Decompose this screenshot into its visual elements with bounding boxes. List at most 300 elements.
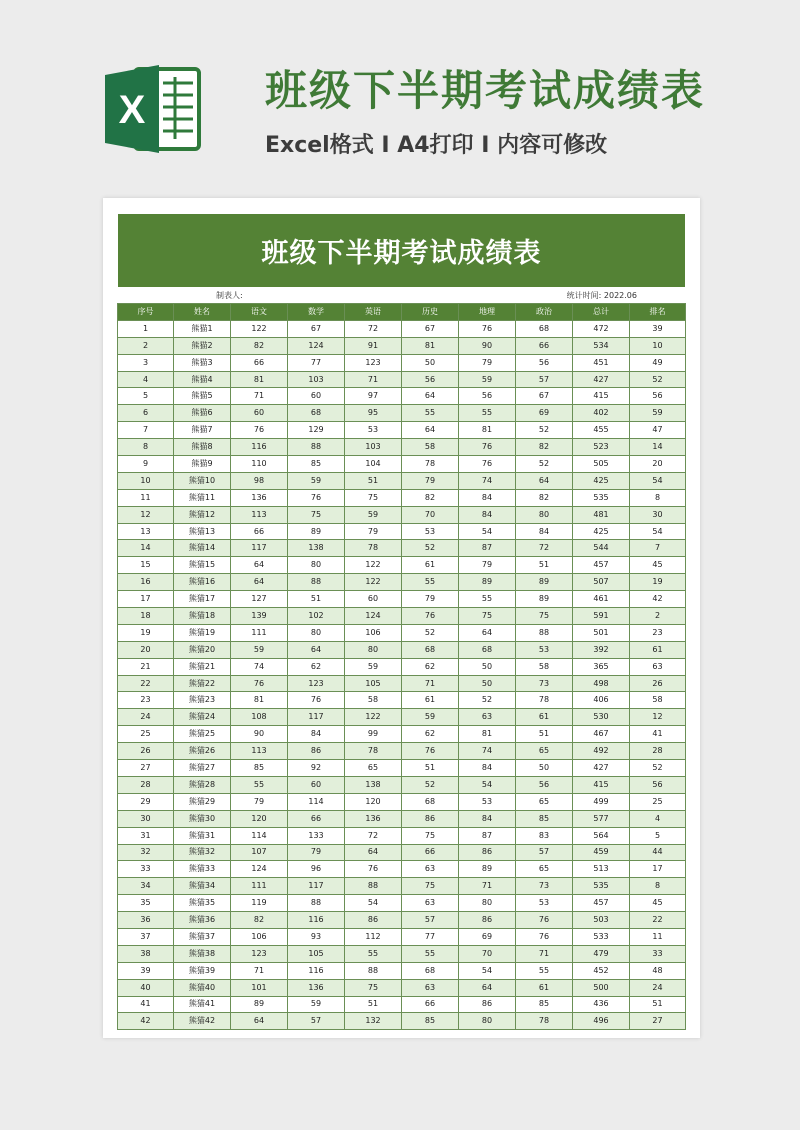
table-cell[interactable]: 18 (118, 608, 174, 625)
table-cell[interactable]: 80 (288, 557, 345, 574)
table-cell[interactable]: 530 (573, 709, 630, 726)
table-cell[interactable]: 461 (573, 591, 630, 608)
table-cell[interactable]: 513 (573, 861, 630, 878)
table-cell[interactable]: 99 (345, 726, 402, 743)
table-cell[interactable]: 406 (573, 692, 630, 709)
table-cell[interactable]: 33 (630, 945, 686, 962)
table-cell[interactable]: 熊猫5 (174, 388, 231, 405)
table-cell[interactable]: 2 (118, 337, 174, 354)
table-cell[interactable]: 500 (573, 979, 630, 996)
table-cell[interactable]: 64 (402, 388, 459, 405)
table-cell[interactable]: 25 (118, 726, 174, 743)
table-cell[interactable]: 54 (459, 523, 516, 540)
table-cell[interactable]: 52 (459, 692, 516, 709)
table-cell[interactable]: 88 (288, 574, 345, 591)
table-cell[interactable]: 60 (231, 405, 288, 422)
table-cell[interactable]: 19 (630, 574, 686, 591)
table-cell[interactable]: 59 (630, 405, 686, 422)
table-cell[interactable]: 64 (459, 624, 516, 641)
table-cell[interactable]: 63 (402, 979, 459, 996)
table-cell[interactable]: 48 (630, 962, 686, 979)
table-cell[interactable]: 70 (459, 945, 516, 962)
table-cell[interactable]: 9 (118, 456, 174, 473)
table-cell[interactable]: 熊猫4 (174, 371, 231, 388)
table-cell[interactable]: 熊猫21 (174, 658, 231, 675)
table-cell[interactable]: 65 (516, 861, 573, 878)
table-cell[interactable]: 5 (630, 827, 686, 844)
table-cell[interactable]: 57 (516, 844, 573, 861)
table-cell[interactable]: 76 (402, 743, 459, 760)
table-cell[interactable]: 75 (402, 878, 459, 895)
table-cell[interactable]: 64 (402, 422, 459, 439)
table-cell[interactable]: 76 (459, 439, 516, 456)
table-cell[interactable]: 101 (231, 979, 288, 996)
table-cell[interactable]: 熊猫28 (174, 776, 231, 793)
table-cell[interactable]: 熊猫35 (174, 895, 231, 912)
table-cell[interactable]: 80 (459, 1013, 516, 1030)
table-cell[interactable]: 481 (573, 506, 630, 523)
table-cell[interactable]: 3 (118, 354, 174, 371)
table-cell[interactable]: 79 (231, 793, 288, 810)
table-cell[interactable]: 65 (345, 760, 402, 777)
table-cell[interactable]: 116 (288, 962, 345, 979)
table-cell[interactable]: 123 (345, 354, 402, 371)
table-cell[interactable]: 114 (231, 827, 288, 844)
table-cell[interactable]: 56 (516, 354, 573, 371)
table-cell[interactable]: 28 (630, 743, 686, 760)
table-cell[interactable]: 425 (573, 472, 630, 489)
table-cell[interactable]: 77 (288, 354, 345, 371)
table-cell[interactable]: 122 (345, 709, 402, 726)
table-cell[interactable]: 87 (459, 827, 516, 844)
table-cell[interactable]: 51 (402, 760, 459, 777)
table-cell[interactable]: 505 (573, 456, 630, 473)
table-cell[interactable]: 8 (630, 489, 686, 506)
table-cell[interactable]: 68 (402, 641, 459, 658)
table-cell[interactable]: 34 (118, 878, 174, 895)
table-cell[interactable]: 124 (345, 608, 402, 625)
table-cell[interactable]: 61 (630, 641, 686, 658)
table-cell[interactable]: 10 (630, 337, 686, 354)
table-cell[interactable]: 58 (345, 692, 402, 709)
table-cell[interactable]: 61 (516, 979, 573, 996)
table-cell[interactable]: 68 (516, 320, 573, 337)
table-cell[interactable]: 63 (459, 709, 516, 726)
table-cell[interactable]: 76 (402, 608, 459, 625)
table-cell[interactable]: 56 (516, 776, 573, 793)
table-cell[interactable]: 24 (630, 979, 686, 996)
table-cell[interactable]: 136 (288, 979, 345, 996)
table-cell[interactable]: 64 (459, 979, 516, 996)
table-cell[interactable]: 90 (231, 726, 288, 743)
table-cell[interactable]: 427 (573, 371, 630, 388)
table-cell[interactable]: 89 (231, 996, 288, 1013)
table-cell[interactable]: 69 (459, 928, 516, 945)
table-cell[interactable]: 133 (288, 827, 345, 844)
table-cell[interactable]: 84 (459, 810, 516, 827)
table-cell[interactable]: 熊猫15 (174, 557, 231, 574)
table-cell[interactable]: 59 (459, 371, 516, 388)
table-cell[interactable]: 76 (288, 692, 345, 709)
table-cell[interactable]: 74 (231, 658, 288, 675)
table-cell[interactable]: 59 (345, 658, 402, 675)
table-cell[interactable]: 533 (573, 928, 630, 945)
table-cell[interactable]: 76 (516, 928, 573, 945)
table-cell[interactable]: 熊猫36 (174, 912, 231, 929)
table-cell[interactable]: 熊猫25 (174, 726, 231, 743)
table-cell[interactable]: 90 (459, 337, 516, 354)
table-cell[interactable]: 72 (345, 827, 402, 844)
table-cell[interactable]: 熊猫19 (174, 624, 231, 641)
table-cell[interactable]: 55 (402, 574, 459, 591)
table-cell[interactable]: 53 (516, 895, 573, 912)
table-cell[interactable]: 499 (573, 793, 630, 810)
table-cell[interactable]: 50 (459, 675, 516, 692)
table-cell[interactable]: 64 (231, 574, 288, 591)
table-cell[interactable]: 73 (516, 878, 573, 895)
table-cell[interactable]: 熊猫30 (174, 810, 231, 827)
table-cell[interactable]: 84 (459, 760, 516, 777)
table-cell[interactable]: 535 (573, 878, 630, 895)
table-cell[interactable]: 52 (630, 371, 686, 388)
table-cell[interactable]: 50 (459, 658, 516, 675)
table-cell[interactable]: 98 (231, 472, 288, 489)
table-cell[interactable]: 56 (459, 388, 516, 405)
table-cell[interactable]: 85 (231, 760, 288, 777)
table-cell[interactable]: 35 (118, 895, 174, 912)
table-cell[interactable]: 55 (231, 776, 288, 793)
table-cell[interactable]: 熊猫12 (174, 506, 231, 523)
table-cell[interactable]: 129 (288, 422, 345, 439)
table-cell[interactable]: 80 (459, 895, 516, 912)
table-cell[interactable]: 熊猫8 (174, 439, 231, 456)
table-cell[interactable]: 55 (402, 405, 459, 422)
table-cell[interactable]: 65 (516, 793, 573, 810)
table-cell[interactable]: 74 (459, 743, 516, 760)
table-cell[interactable]: 50 (516, 760, 573, 777)
table-cell[interactable]: 28 (118, 776, 174, 793)
table-cell[interactable]: 熊猫31 (174, 827, 231, 844)
table-cell[interactable]: 熊猫14 (174, 540, 231, 557)
table-cell[interactable]: 138 (345, 776, 402, 793)
table-cell[interactable]: 30 (118, 810, 174, 827)
table-cell[interactable]: 51 (630, 996, 686, 1013)
table-cell[interactable]: 6 (118, 405, 174, 422)
table-cell[interactable]: 112 (345, 928, 402, 945)
table-cell[interactable]: 479 (573, 945, 630, 962)
table-cell[interactable]: 89 (516, 591, 573, 608)
table-cell[interactable]: 75 (459, 608, 516, 625)
table-cell[interactable]: 91 (345, 337, 402, 354)
table-cell[interactable]: 27 (118, 760, 174, 777)
table-cell[interactable]: 89 (459, 574, 516, 591)
table-cell[interactable]: 熊猫38 (174, 945, 231, 962)
table-cell[interactable]: 105 (345, 675, 402, 692)
table-cell[interactable]: 64 (288, 641, 345, 658)
table-cell[interactable]: 熊猫13 (174, 523, 231, 540)
table-cell[interactable]: 79 (402, 591, 459, 608)
table-cell[interactable]: 27 (630, 1013, 686, 1030)
table-cell[interactable]: 熊猫41 (174, 996, 231, 1013)
table-cell[interactable]: 76 (231, 422, 288, 439)
table-cell[interactable]: 132 (345, 1013, 402, 1030)
table-cell[interactable]: 139 (231, 608, 288, 625)
table-cell[interactable]: 123 (231, 945, 288, 962)
table-cell[interactable]: 39 (118, 962, 174, 979)
table-cell[interactable]: 436 (573, 996, 630, 1013)
table-cell[interactable]: 熊猫24 (174, 709, 231, 726)
table-cell[interactable]: 熊猫32 (174, 844, 231, 861)
table-cell[interactable]: 84 (459, 489, 516, 506)
table-cell[interactable]: 84 (288, 726, 345, 743)
table-cell[interactable]: 496 (573, 1013, 630, 1030)
table-cell[interactable]: 78 (516, 692, 573, 709)
table-cell[interactable]: 熊猫2 (174, 337, 231, 354)
table-cell[interactable]: 75 (345, 489, 402, 506)
table-cell[interactable]: 591 (573, 608, 630, 625)
table-cell[interactable]: 70 (402, 506, 459, 523)
table-cell[interactable]: 365 (573, 658, 630, 675)
table-cell[interactable]: 110 (231, 456, 288, 473)
table-cell[interactable]: 501 (573, 624, 630, 641)
table-cell[interactable]: 熊猫18 (174, 608, 231, 625)
table-cell[interactable]: 71 (402, 675, 459, 692)
table-cell[interactable]: 472 (573, 320, 630, 337)
table-cell[interactable]: 114 (288, 793, 345, 810)
table-cell[interactable]: 36 (118, 912, 174, 929)
table-cell[interactable]: 66 (402, 996, 459, 1013)
table-cell[interactable]: 熊猫3 (174, 354, 231, 371)
table-cell[interactable]: 熊猫10 (174, 472, 231, 489)
table-cell[interactable]: 106 (345, 624, 402, 641)
table-cell[interactable]: 66 (516, 337, 573, 354)
table-cell[interactable]: 42 (118, 1013, 174, 1030)
table-cell[interactable]: 108 (231, 709, 288, 726)
table-cell[interactable]: 73 (516, 675, 573, 692)
table-cell[interactable]: 93 (288, 928, 345, 945)
table-cell[interactable]: 62 (402, 726, 459, 743)
table-cell[interactable]: 74 (459, 472, 516, 489)
table-cell[interactable]: 78 (516, 1013, 573, 1030)
table-cell[interactable]: 58 (516, 658, 573, 675)
table-cell[interactable]: 88 (288, 439, 345, 456)
table-cell[interactable]: 76 (459, 320, 516, 337)
table-cell[interactable]: 52 (516, 456, 573, 473)
table-cell[interactable]: 119 (231, 895, 288, 912)
table-cell[interactable]: 116 (231, 439, 288, 456)
table-cell[interactable]: 535 (573, 489, 630, 506)
table-cell[interactable]: 45 (630, 895, 686, 912)
table-cell[interactable]: 熊猫42 (174, 1013, 231, 1030)
table-cell[interactable]: 59 (288, 472, 345, 489)
table-cell[interactable]: 503 (573, 912, 630, 929)
table-cell[interactable]: 68 (402, 793, 459, 810)
table-cell[interactable]: 88 (345, 878, 402, 895)
table-cell[interactable]: 熊猫22 (174, 675, 231, 692)
table-cell[interactable]: 451 (573, 354, 630, 371)
table-cell[interactable]: 76 (516, 912, 573, 929)
table-cell[interactable]: 55 (459, 405, 516, 422)
table-cell[interactable]: 62 (402, 658, 459, 675)
table-cell[interactable]: 402 (573, 405, 630, 422)
table-cell[interactable]: 75 (402, 827, 459, 844)
table-cell[interactable]: 103 (345, 439, 402, 456)
table-cell[interactable]: 12 (630, 709, 686, 726)
table-cell[interactable]: 59 (402, 709, 459, 726)
table-cell[interactable]: 7 (630, 540, 686, 557)
table-cell[interactable]: 427 (573, 760, 630, 777)
table-cell[interactable]: 81 (231, 692, 288, 709)
table-cell[interactable]: 55 (345, 945, 402, 962)
table-cell[interactable]: 55 (459, 591, 516, 608)
table-cell[interactable]: 52 (630, 760, 686, 777)
table-cell[interactable]: 15 (118, 557, 174, 574)
table-cell[interactable]: 44 (630, 844, 686, 861)
table-cell[interactable]: 41 (118, 996, 174, 1013)
table-cell[interactable]: 71 (516, 945, 573, 962)
table-cell[interactable]: 58 (630, 692, 686, 709)
table-cell[interactable]: 104 (345, 456, 402, 473)
table-cell[interactable]: 71 (231, 962, 288, 979)
table-cell[interactable]: 87 (459, 540, 516, 557)
table-cell[interactable]: 熊猫11 (174, 489, 231, 506)
table-cell[interactable]: 7 (118, 422, 174, 439)
table-cell[interactable]: 61 (402, 692, 459, 709)
table-cell[interactable]: 78 (402, 456, 459, 473)
table-cell[interactable]: 熊猫16 (174, 574, 231, 591)
table-cell[interactable]: 507 (573, 574, 630, 591)
table-cell[interactable]: 24 (118, 709, 174, 726)
table-cell[interactable]: 523 (573, 439, 630, 456)
table-cell[interactable]: 67 (516, 388, 573, 405)
table-cell[interactable]: 58 (402, 439, 459, 456)
table-cell[interactable]: 96 (288, 861, 345, 878)
table-cell[interactable]: 8 (118, 439, 174, 456)
table-cell[interactable]: 30 (630, 506, 686, 523)
table-cell[interactable]: 17 (118, 591, 174, 608)
table-cell[interactable]: 86 (459, 996, 516, 1013)
table-cell[interactable]: 57 (288, 1013, 345, 1030)
table-cell[interactable]: 56 (630, 388, 686, 405)
table-cell[interactable]: 79 (402, 472, 459, 489)
table-cell[interactable]: 117 (231, 540, 288, 557)
table-cell[interactable]: 392 (573, 641, 630, 658)
table-cell[interactable]: 82 (402, 489, 459, 506)
table-cell[interactable]: 熊猫9 (174, 456, 231, 473)
table-cell[interactable]: 80 (345, 641, 402, 658)
table-cell[interactable]: 熊猫17 (174, 591, 231, 608)
table-cell[interactable]: 425 (573, 523, 630, 540)
table-cell[interactable]: 52 (402, 776, 459, 793)
table-cell[interactable]: 492 (573, 743, 630, 760)
table-cell[interactable]: 16 (118, 574, 174, 591)
table-cell[interactable]: 26 (630, 675, 686, 692)
table-cell[interactable]: 67 (288, 320, 345, 337)
table-cell[interactable]: 熊猫40 (174, 979, 231, 996)
table-cell[interactable]: 89 (516, 574, 573, 591)
table-cell[interactable]: 75 (288, 506, 345, 523)
table-cell[interactable]: 65 (516, 743, 573, 760)
table-cell[interactable]: 457 (573, 557, 630, 574)
table-cell[interactable]: 138 (288, 540, 345, 557)
table-cell[interactable]: 124 (288, 337, 345, 354)
table-cell[interactable]: 80 (516, 506, 573, 523)
table-cell[interactable]: 10 (118, 472, 174, 489)
table-cell[interactable]: 64 (231, 1013, 288, 1030)
table-cell[interactable]: 467 (573, 726, 630, 743)
table-cell[interactable]: 534 (573, 337, 630, 354)
table-cell[interactable]: 熊猫20 (174, 641, 231, 658)
table-cell[interactable]: 熊猫26 (174, 743, 231, 760)
table-cell[interactable]: 60 (345, 591, 402, 608)
table-cell[interactable]: 熊猫6 (174, 405, 231, 422)
table-cell[interactable]: 415 (573, 388, 630, 405)
table-cell[interactable]: 75 (345, 979, 402, 996)
table-cell[interactable]: 熊猫1 (174, 320, 231, 337)
table-cell[interactable]: 136 (231, 489, 288, 506)
table-cell[interactable]: 55 (402, 945, 459, 962)
table-cell[interactable]: 49 (630, 354, 686, 371)
table-cell[interactable]: 81 (402, 337, 459, 354)
table-cell[interactable]: 63 (402, 861, 459, 878)
table-cell[interactable]: 107 (231, 844, 288, 861)
table-cell[interactable]: 75 (516, 608, 573, 625)
table-cell[interactable]: 76 (345, 861, 402, 878)
table-cell[interactable]: 71 (231, 388, 288, 405)
table-cell[interactable]: 124 (231, 861, 288, 878)
table-cell[interactable]: 33 (118, 861, 174, 878)
table-cell[interactable]: 564 (573, 827, 630, 844)
table-cell[interactable]: 25 (630, 793, 686, 810)
table-cell[interactable]: 32 (118, 844, 174, 861)
table-cell[interactable]: 66 (288, 810, 345, 827)
table-cell[interactable]: 452 (573, 962, 630, 979)
table-cell[interactable]: 57 (516, 371, 573, 388)
table-cell[interactable]: 61 (402, 557, 459, 574)
table-cell[interactable]: 38 (118, 945, 174, 962)
table-cell[interactable]: 41 (630, 726, 686, 743)
table-cell[interactable]: 31 (118, 827, 174, 844)
table-cell[interactable]: 81 (459, 726, 516, 743)
table-cell[interactable]: 23 (630, 624, 686, 641)
table-cell[interactable]: 40 (118, 979, 174, 996)
table-cell[interactable]: 85 (288, 456, 345, 473)
table-cell[interactable]: 60 (288, 776, 345, 793)
table-cell[interactable]: 123 (288, 675, 345, 692)
table-cell[interactable]: 51 (516, 726, 573, 743)
table-cell[interactable]: 59 (231, 641, 288, 658)
table-cell[interactable]: 66 (231, 354, 288, 371)
table-cell[interactable]: 21 (118, 658, 174, 675)
table-cell[interactable]: 55 (516, 962, 573, 979)
table-cell[interactable]: 22 (630, 912, 686, 929)
table-cell[interactable]: 120 (345, 793, 402, 810)
table-cell[interactable]: 54 (459, 962, 516, 979)
table-cell[interactable]: 102 (288, 608, 345, 625)
table-cell[interactable]: 4 (118, 371, 174, 388)
table-cell[interactable]: 544 (573, 540, 630, 557)
table-cell[interactable]: 415 (573, 776, 630, 793)
table-cell[interactable]: 53 (345, 422, 402, 439)
table-cell[interactable]: 56 (402, 371, 459, 388)
table-cell[interactable]: 59 (288, 996, 345, 1013)
table-cell[interactable]: 54 (630, 472, 686, 489)
table-cell[interactable]: 457 (573, 895, 630, 912)
table-cell[interactable]: 79 (459, 354, 516, 371)
table-cell[interactable]: 81 (459, 422, 516, 439)
table-cell[interactable]: 13 (118, 523, 174, 540)
table-cell[interactable]: 60 (288, 388, 345, 405)
